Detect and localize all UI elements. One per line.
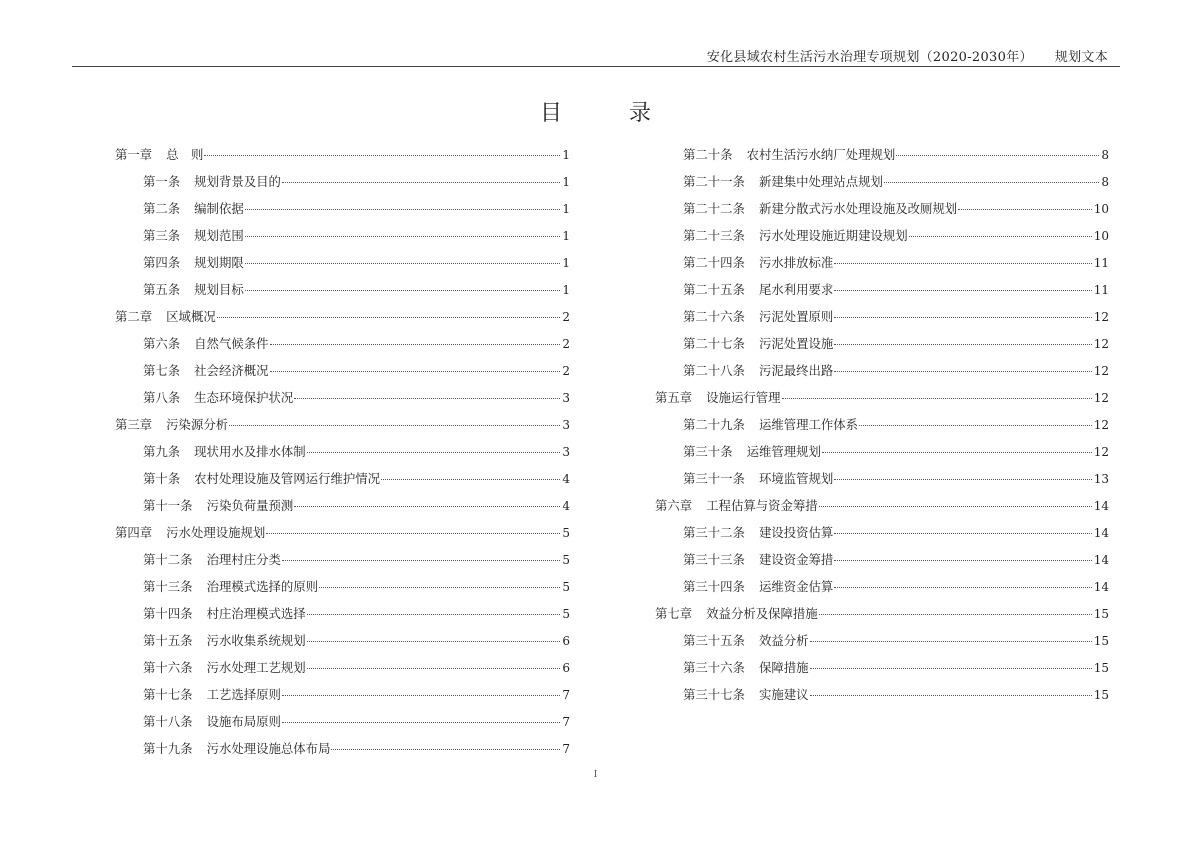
toc-entry-number: 第十五条 bbox=[143, 633, 193, 648]
toc-dot-leader bbox=[307, 641, 561, 642]
toc-chapter-link[interactable] bbox=[115, 303, 570, 330]
toc-entry-title: 污泥处置原则 bbox=[758, 309, 834, 324]
toc-entry-number: 第三十六条 bbox=[683, 660, 745, 675]
toc-entry-page: 7 bbox=[562, 688, 570, 702]
toc-entry-number: 第一章 bbox=[115, 147, 153, 162]
toc-entry-page: 11 bbox=[1093, 283, 1109, 297]
toc-entry-page: 15 bbox=[1093, 661, 1109, 675]
toc-entry-number: 第三十二条 bbox=[683, 525, 745, 540]
toc-entry-page: 6 bbox=[562, 661, 570, 675]
page-header bbox=[72, 46, 1120, 67]
toc-article-link[interactable] bbox=[655, 168, 1109, 195]
toc-article-link[interactable] bbox=[115, 330, 570, 357]
toc-entry-title: 污水处理设施规划 bbox=[166, 525, 266, 540]
toc-entry-number: 第十六条 bbox=[143, 660, 193, 675]
toc-entry-page: 3 bbox=[562, 445, 570, 459]
toc-entry-title: 现状用水及排水体制 bbox=[194, 444, 306, 459]
toc-entry-number: 第七条 bbox=[143, 363, 181, 378]
toc-entry-number: 第二十六条 bbox=[683, 309, 745, 324]
toc-entry-number: 第三十三条 bbox=[683, 552, 745, 567]
toc-entry-title: 污染源分析 bbox=[166, 417, 229, 432]
toc-entry-number: 第五条 bbox=[143, 282, 181, 297]
toc-article-link[interactable] bbox=[655, 438, 1109, 465]
toc-entry-page: 15 bbox=[1093, 688, 1109, 702]
toc-entry-page: 12 bbox=[1093, 391, 1109, 405]
toc-entry-title: 尾水利用要求 bbox=[758, 282, 834, 297]
toc-article-link[interactable] bbox=[115, 492, 570, 519]
toc-dot-leader bbox=[266, 533, 560, 534]
toc-entry-number: 第三十一条 bbox=[683, 471, 745, 486]
toc-dot-leader bbox=[819, 506, 1092, 507]
toc-entry-title: 污泥处置设施 bbox=[758, 336, 834, 351]
toc-entry-page: 14 bbox=[1093, 580, 1109, 594]
toc-entry-page: 7 bbox=[562, 742, 570, 756]
toc-article-link[interactable] bbox=[655, 519, 1109, 546]
toc-entry-number: 第二章 bbox=[115, 309, 153, 324]
toc-entry-page: 14 bbox=[1093, 526, 1109, 540]
toc-article-link[interactable] bbox=[655, 465, 1109, 492]
toc-dot-leader bbox=[245, 290, 561, 291]
toc-entry-number: 第二十一条 bbox=[683, 174, 745, 189]
toc-chapter-link[interactable] bbox=[655, 384, 1109, 411]
toc-entry-page: 4 bbox=[562, 499, 570, 513]
toc-dot-leader bbox=[834, 371, 1091, 372]
toc-entry-page: 1 bbox=[562, 148, 570, 162]
toc-entry-title: 新建分散式污水处理设施及改厕规划 bbox=[758, 201, 958, 216]
toc-article-link[interactable] bbox=[115, 708, 570, 735]
toc-article-link[interactable] bbox=[655, 249, 1109, 276]
toc-entry-title: 保障措施 bbox=[758, 660, 809, 675]
toc-dot-leader bbox=[331, 749, 560, 750]
toc-article-link[interactable] bbox=[655, 330, 1109, 357]
toc-article-link[interactable] bbox=[115, 195, 570, 222]
toc-entry-title: 建设资金筹措 bbox=[758, 552, 834, 567]
toc-entry-number: 第十七条 bbox=[143, 687, 193, 702]
toc-entry-number: 第二十五条 bbox=[683, 282, 745, 297]
toc-entry-page: 3 bbox=[562, 391, 570, 405]
toc-entry-title: 生态环境保护状况 bbox=[194, 390, 294, 405]
toc-article-link[interactable] bbox=[115, 573, 570, 600]
toc-article-link[interactable] bbox=[655, 303, 1109, 330]
toc-dot-leader bbox=[834, 263, 1091, 264]
toc-entry-number: 第十一条 bbox=[143, 498, 193, 513]
toc-dot-leader bbox=[834, 479, 1091, 480]
toc-entry-number: 第三条 bbox=[143, 228, 181, 243]
toc-entry-title: 运维管理工作体系 bbox=[758, 417, 859, 432]
toc-entry-page: 11 bbox=[1093, 256, 1109, 270]
toc-entry-page: 12 bbox=[1093, 445, 1109, 459]
toc-dot-leader bbox=[204, 155, 560, 156]
toc-chapter-link[interactable] bbox=[655, 492, 1109, 519]
toc-entry-title: 效益分析 bbox=[758, 633, 809, 648]
toc-article-link[interactable] bbox=[655, 276, 1109, 303]
toc-dot-leader bbox=[782, 398, 1092, 399]
toc-entry-page: 14 bbox=[1093, 553, 1109, 567]
toc-entry-title: 效益分析及保障措施 bbox=[706, 606, 818, 621]
toc-article-link[interactable] bbox=[115, 222, 570, 249]
toc-entry-title: 污泥最终出路 bbox=[758, 363, 834, 378]
toc-entry-title: 编制依据 bbox=[194, 201, 244, 216]
header-text bbox=[707, 46, 1108, 65]
toc-entry-page: 7 bbox=[562, 715, 570, 729]
toc-dot-leader bbox=[282, 182, 560, 183]
toc-article-link[interactable] bbox=[115, 600, 570, 627]
toc-entry-page: 1 bbox=[562, 256, 570, 270]
toc-entry-number: 第四章 bbox=[115, 525, 153, 540]
toc-dot-leader bbox=[810, 695, 1092, 696]
toc-entry-number: 第九条 bbox=[143, 444, 181, 459]
toc-dot-leader bbox=[834, 533, 1091, 534]
toc-dot-leader bbox=[245, 236, 561, 237]
toc-entry-page: 14 bbox=[1093, 499, 1109, 513]
toc-entry-number: 第二十九条 bbox=[683, 417, 745, 432]
toc-entry-number: 第二十三条 bbox=[683, 228, 745, 243]
toc-entry-page: 3 bbox=[562, 418, 570, 432]
toc-entry-page: 12 bbox=[1093, 337, 1109, 351]
toc-dot-leader bbox=[294, 506, 560, 507]
toc-entry-number: 第十八条 bbox=[143, 714, 193, 729]
toc-entry-title: 运维资金估算 bbox=[758, 579, 834, 594]
toc-entry-title: 总 则 bbox=[166, 147, 204, 162]
toc-column-right bbox=[655, 141, 1109, 708]
toc-entry-page: 2 bbox=[562, 337, 570, 351]
toc-dot-leader bbox=[245, 263, 561, 264]
toc-article-link[interactable] bbox=[655, 546, 1109, 573]
toc-entry-title: 污水处理设施总体布局 bbox=[206, 741, 331, 756]
toc-entry-page: 8 bbox=[1101, 148, 1109, 162]
toc-dot-leader bbox=[834, 587, 1091, 588]
toc-dot-leader bbox=[229, 425, 560, 426]
toc-entry-number: 第三十四条 bbox=[683, 579, 745, 594]
toc-dot-leader bbox=[282, 695, 560, 696]
toc-dot-leader bbox=[270, 344, 561, 345]
toc-entry-page: 8 bbox=[1101, 175, 1109, 189]
toc-entry-page: 5 bbox=[562, 526, 570, 540]
toc-entry-title: 规划目标 bbox=[194, 282, 244, 297]
toc-entry-page: 1 bbox=[562, 229, 570, 243]
toc-entry-page: 10 bbox=[1093, 202, 1109, 216]
toc-entry-number: 第十二条 bbox=[143, 552, 193, 567]
toc-article-link[interactable] bbox=[655, 141, 1109, 168]
toc-dot-leader bbox=[834, 560, 1091, 561]
toc-dot-leader bbox=[294, 398, 560, 399]
toc-article-link[interactable] bbox=[115, 681, 570, 708]
toc-entry-title: 规划范围 bbox=[194, 228, 244, 243]
toc-entry-title: 污水排放标准 bbox=[758, 255, 834, 270]
toc-entry-title: 治理村庄分类 bbox=[206, 552, 281, 567]
toc-entry-number: 第六章 bbox=[655, 498, 693, 513]
toc-dot-leader bbox=[307, 668, 561, 669]
toc-dot-leader bbox=[819, 614, 1092, 615]
toc-entry-page: 15 bbox=[1093, 607, 1109, 621]
toc-entry-page: 1 bbox=[562, 175, 570, 189]
toc-dot-leader bbox=[245, 209, 561, 210]
toc-article-link[interactable] bbox=[655, 681, 1109, 708]
toc-chapter-link[interactable] bbox=[115, 411, 570, 438]
toc-dot-leader bbox=[282, 560, 560, 561]
toc-article-link[interactable] bbox=[115, 546, 570, 573]
toc-dot-leader bbox=[810, 641, 1092, 642]
toc-article-link[interactable] bbox=[655, 222, 1109, 249]
toc-entry-number: 第三章 bbox=[115, 417, 153, 432]
toc-entry-number: 第二条 bbox=[143, 201, 181, 216]
toc-entry-title: 工程估算与资金筹措 bbox=[706, 498, 818, 513]
toc-entry-number: 第三十七条 bbox=[683, 687, 745, 702]
toc-dot-leader bbox=[307, 452, 561, 453]
toc-entry-number: 第三十五条 bbox=[683, 633, 745, 648]
toc-entry-title: 工艺选择原则 bbox=[206, 687, 281, 702]
toc-entry-page: 5 bbox=[562, 553, 570, 567]
toc-dot-leader bbox=[834, 317, 1091, 318]
toc-dot-leader bbox=[217, 317, 561, 318]
toc-entry-title: 规划背景及目的 bbox=[194, 174, 281, 189]
toc-article-link[interactable] bbox=[115, 249, 570, 276]
toc-article-link[interactable] bbox=[115, 357, 570, 384]
toc-entry-page: 10 bbox=[1093, 229, 1109, 243]
toc-entry-title: 规划期限 bbox=[194, 255, 244, 270]
toc-entry-number: 第一条 bbox=[143, 174, 181, 189]
toc-chapter-link[interactable] bbox=[115, 141, 570, 168]
toc-entry-title: 自然气候条件 bbox=[194, 336, 269, 351]
toc-entry-title: 污水处理工艺规划 bbox=[206, 660, 306, 675]
toc-dot-leader bbox=[307, 614, 561, 615]
toc-entry-title: 农村生活污水纳厂处理规划 bbox=[746, 147, 896, 162]
toc-entry-number: 第十四条 bbox=[143, 606, 193, 621]
toc-entry-number: 第十三条 bbox=[143, 579, 193, 594]
toc-dot-leader bbox=[896, 155, 1099, 156]
toc-dot-leader bbox=[909, 236, 1092, 237]
toc-entry-title: 村庄治理模式选择 bbox=[206, 606, 306, 621]
toc-entry-number: 第二十四条 bbox=[683, 255, 745, 270]
toc-article-link[interactable] bbox=[115, 735, 570, 762]
toc-entry-title: 污水处理设施近期建设规划 bbox=[758, 228, 908, 243]
toc-dot-leader bbox=[834, 290, 1091, 291]
toc-article-link[interactable] bbox=[655, 195, 1109, 222]
toc-entry-page: 4 bbox=[562, 472, 570, 486]
toc-dot-leader bbox=[884, 182, 1100, 183]
toc-entry-title: 农村处理设施及管网运行维护情况 bbox=[194, 471, 381, 486]
toc-dot-leader bbox=[810, 668, 1092, 669]
toc-article-link[interactable] bbox=[655, 573, 1109, 600]
toc-entry-number: 第二十八条 bbox=[683, 363, 745, 378]
toc-entry-title: 新建集中处理站点规划 bbox=[758, 174, 883, 189]
toc-article-link[interactable] bbox=[115, 465, 570, 492]
toc-entry-page: 15 bbox=[1093, 634, 1109, 648]
toc-entry-number: 第七章 bbox=[655, 606, 693, 621]
toc-entry-number: 第五章 bbox=[655, 390, 693, 405]
page-number: I bbox=[593, 770, 598, 780]
toc-entry-page: 5 bbox=[562, 580, 570, 594]
toc-dot-leader bbox=[381, 479, 560, 480]
toc-entry-number: 第十九条 bbox=[143, 741, 193, 756]
toc-entry-page: 2 bbox=[562, 364, 570, 378]
toc-entry-number: 第四条 bbox=[143, 255, 181, 270]
toc-article-link[interactable] bbox=[115, 627, 570, 654]
toc-entry-number: 第二十七条 bbox=[683, 336, 745, 351]
toc-entry-page: 12 bbox=[1093, 418, 1109, 432]
toc-entry-page: 1 bbox=[562, 283, 570, 297]
toc-dot-leader bbox=[834, 344, 1091, 345]
toc-column-left bbox=[115, 141, 570, 762]
toc-entry-title: 运维管理规划 bbox=[746, 444, 821, 459]
toc-entry-title: 设施运行管理 bbox=[706, 390, 781, 405]
header-document-type: 规划文本 bbox=[1054, 50, 1108, 65]
toc-entry-number: 第二十二条 bbox=[683, 201, 745, 216]
toc-dot-leader bbox=[822, 452, 1092, 453]
toc-entry-number: 第三十条 bbox=[683, 444, 733, 459]
toc-article-link[interactable] bbox=[655, 411, 1109, 438]
toc-entry-page: 13 bbox=[1093, 472, 1109, 486]
toc-entry-number: 第十条 bbox=[143, 471, 181, 486]
toc-title: 目 录 bbox=[540, 101, 681, 126]
toc-article-link[interactable] bbox=[115, 438, 570, 465]
toc-chapter-link[interactable] bbox=[115, 519, 570, 546]
toc-article-link[interactable] bbox=[115, 654, 570, 681]
toc-dot-leader bbox=[859, 425, 1092, 426]
toc-entry-title: 治理模式选择的原则 bbox=[206, 579, 319, 594]
header-document-title: 安化县域农村生活污水治理专项规划（2020-2030年） bbox=[706, 50, 1033, 65]
toc-entry-number: 第八条 bbox=[143, 390, 181, 405]
toc-entry-number: 第六条 bbox=[143, 336, 181, 351]
toc-entry-page: 2 bbox=[562, 310, 570, 324]
toc-article-link[interactable] bbox=[655, 654, 1109, 681]
toc-article-link[interactable] bbox=[115, 384, 570, 411]
toc-entry-title: 区域概况 bbox=[166, 309, 216, 324]
toc-entry-title: 社会经济概况 bbox=[194, 363, 269, 378]
toc-entry-title: 设施布局原则 bbox=[206, 714, 281, 729]
toc-entry-page: 5 bbox=[562, 607, 570, 621]
toc-entry-page: 12 bbox=[1093, 310, 1109, 324]
toc-entry-page: 1 bbox=[562, 202, 570, 216]
toc-entry-page: 12 bbox=[1093, 364, 1109, 378]
toc-article-link[interactable] bbox=[115, 276, 570, 303]
toc-article-link[interactable] bbox=[655, 627, 1109, 654]
toc-article-link[interactable] bbox=[115, 168, 570, 195]
toc-entry-title: 污染负荷量预测 bbox=[206, 498, 294, 513]
toc-article-link[interactable] bbox=[655, 357, 1109, 384]
toc-entry-page: 6 bbox=[562, 634, 570, 648]
toc-dot-leader bbox=[958, 209, 1092, 210]
toc-entry-title: 建设投资估算 bbox=[758, 525, 834, 540]
toc-dot-leader bbox=[282, 722, 560, 723]
toc-entry-title: 实施建议 bbox=[758, 687, 809, 702]
toc-dot-leader bbox=[319, 587, 560, 588]
toc-entry-number: 第二十条 bbox=[683, 147, 733, 162]
toc-dot-leader bbox=[270, 371, 561, 372]
toc-entry-title: 污水收集系统规划 bbox=[206, 633, 306, 648]
toc-chapter-link[interactable] bbox=[655, 600, 1109, 627]
toc-entry-title: 环境监管规划 bbox=[758, 471, 834, 486]
